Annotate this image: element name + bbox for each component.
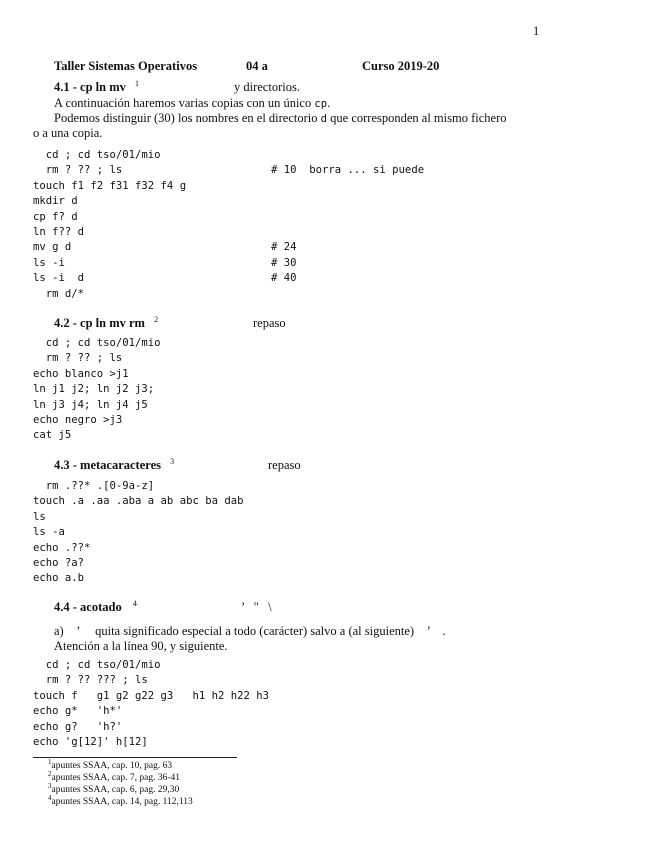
code-line: echo a.b bbox=[33, 572, 85, 585]
section-4-2-subtitle: repaso bbox=[253, 316, 286, 330]
section-4-1-subtitle: y directorios. bbox=[234, 80, 300, 94]
footnote-ref: 1 bbox=[135, 78, 139, 88]
footnote bbox=[48, 793, 193, 808]
section-4-1-title: 4.1 - cp ln mv $^1$ bbox=[54, 78, 139, 94]
code-command: rm d/* bbox=[33, 287, 85, 300]
code-line bbox=[33, 210, 186, 225]
footnote-ref: 2 bbox=[154, 314, 159, 324]
code-block bbox=[33, 658, 269, 750]
code-line bbox=[33, 256, 297, 271]
code-line: cat j5 bbox=[33, 429, 72, 442]
section-4-4-title: 4.4 - acotado $^4$ bbox=[54, 598, 137, 614]
code-line bbox=[33, 225, 186, 240]
code-command: cd ; cd tso/01/mio bbox=[33, 149, 161, 161]
code-line: touch .a .aa .aba a ab abc ba dab bbox=[33, 495, 244, 508]
code-line: echo 'g[12]' h[12] bbox=[33, 735, 148, 748]
code-line: touch f g1 g2 g22 g3 h1 h2 h22 h3 bbox=[33, 689, 269, 702]
code-line bbox=[33, 240, 297, 255]
section-4-3-title: 4.3 - metacaracteres $^3$ bbox=[54, 456, 175, 472]
code-line: echo .??* bbox=[33, 541, 91, 554]
footnote-ref: 3 bbox=[170, 456, 175, 466]
code-command: cp f? d bbox=[33, 210, 78, 223]
code-command: touch f1 f2 f31 f32 f4 g bbox=[33, 179, 187, 192]
footnote-text: apuntes SSAA, cap. 10, pag. 63 bbox=[51, 761, 173, 771]
footnote-number: 2 bbox=[48, 769, 52, 778]
footnote-text: apuntes SSAA, cap. 14, pag. 112,113 bbox=[51, 797, 193, 807]
code-line: ls -a bbox=[33, 526, 65, 539]
footnote-number: 4 bbox=[48, 793, 52, 802]
code-comment: # 40 bbox=[271, 272, 297, 285]
code-line: rm ? ?? ; ls bbox=[33, 352, 123, 365]
quote-characters: ’ " \ bbox=[241, 600, 272, 614]
paragraph: A continuación haremos varias copias con un único cp. bbox=[54, 96, 331, 110]
footnote bbox=[48, 769, 193, 784]
code-command: rm ? ?? ; ls bbox=[33, 164, 123, 177]
code-comment: # 10 borra ... si puede bbox=[271, 164, 425, 177]
code-line: echo negro >j3 bbox=[33, 413, 123, 426]
code-line: rm .??* .[0-9a-z] bbox=[33, 480, 155, 492]
paragraph-continuation: o a una copia. bbox=[33, 126, 103, 140]
footnote bbox=[48, 757, 193, 772]
code-line: echo blanco >j1 bbox=[33, 367, 129, 380]
code-command: ls -i d bbox=[33, 272, 85, 285]
code-block bbox=[33, 336, 161, 444]
code-line: ln j1 j2; ln j2 j3; bbox=[33, 383, 155, 396]
footnote-number: 1 bbox=[48, 757, 52, 766]
footnote-ref: 4 bbox=[132, 598, 137, 608]
code-comment: # 30 bbox=[271, 256, 297, 269]
footnote-text: apuntes SSAA, cap. 6, pag. 29,30 bbox=[51, 785, 180, 795]
code-command: ln f?? d bbox=[33, 225, 85, 238]
code-line: echo ?a? bbox=[33, 556, 85, 569]
footnotes bbox=[48, 757, 193, 808]
code-line: echo g* 'h*' bbox=[33, 705, 123, 718]
code-command: mv g d bbox=[33, 241, 72, 254]
code-line: cd ; cd tso/01/mio bbox=[33, 337, 161, 349]
item-a: a) ’ quita significado especial a todo (carácter) salvo a (al siguiente) ’ . bbox=[54, 624, 446, 638]
footnote-text: apuntes SSAA, cap. 7, pag. 36-41 bbox=[51, 773, 180, 783]
code-line bbox=[33, 194, 186, 209]
code-line bbox=[33, 271, 297, 286]
page-number: 1 bbox=[533, 24, 540, 38]
code-block bbox=[33, 148, 425, 302]
course-year: Curso 2019-20 bbox=[362, 59, 440, 73]
section-4-3-subtitle: repaso bbox=[268, 458, 301, 472]
code-line: echo g? 'h?' bbox=[33, 720, 123, 733]
footnote-divider bbox=[33, 757, 237, 758]
code-line: ln j3 j4; ln j4 j5 bbox=[33, 398, 148, 411]
code-line: cd ; cd tso/01/mio bbox=[33, 659, 161, 671]
footnote-number: 3 bbox=[48, 781, 52, 790]
session-label: 04 a bbox=[246, 59, 268, 73]
code-line bbox=[33, 179, 186, 194]
code-comment: # 24 bbox=[271, 241, 297, 254]
item-a-note: Atención a la línea 90, y siguiente. bbox=[54, 639, 228, 653]
code-line bbox=[33, 148, 186, 163]
code-command: mkdir d bbox=[33, 195, 78, 208]
code-line bbox=[33, 287, 186, 302]
course-title: Taller Sistemas Operativos bbox=[54, 59, 198, 73]
code-line: ls bbox=[33, 510, 46, 523]
paragraph: Podemos distinguir (30) los nombres en el directorio d que corresponden al mismo fichero bbox=[54, 111, 507, 125]
code-line bbox=[33, 163, 425, 178]
code-line: rm ? ?? ??? ; ls bbox=[33, 674, 148, 687]
section-4-2-title: 4.2 - cp ln mv rm $^2$ bbox=[54, 314, 159, 330]
code-block bbox=[33, 479, 243, 587]
code-command: ls -i bbox=[33, 256, 65, 269]
footnote bbox=[48, 781, 193, 796]
